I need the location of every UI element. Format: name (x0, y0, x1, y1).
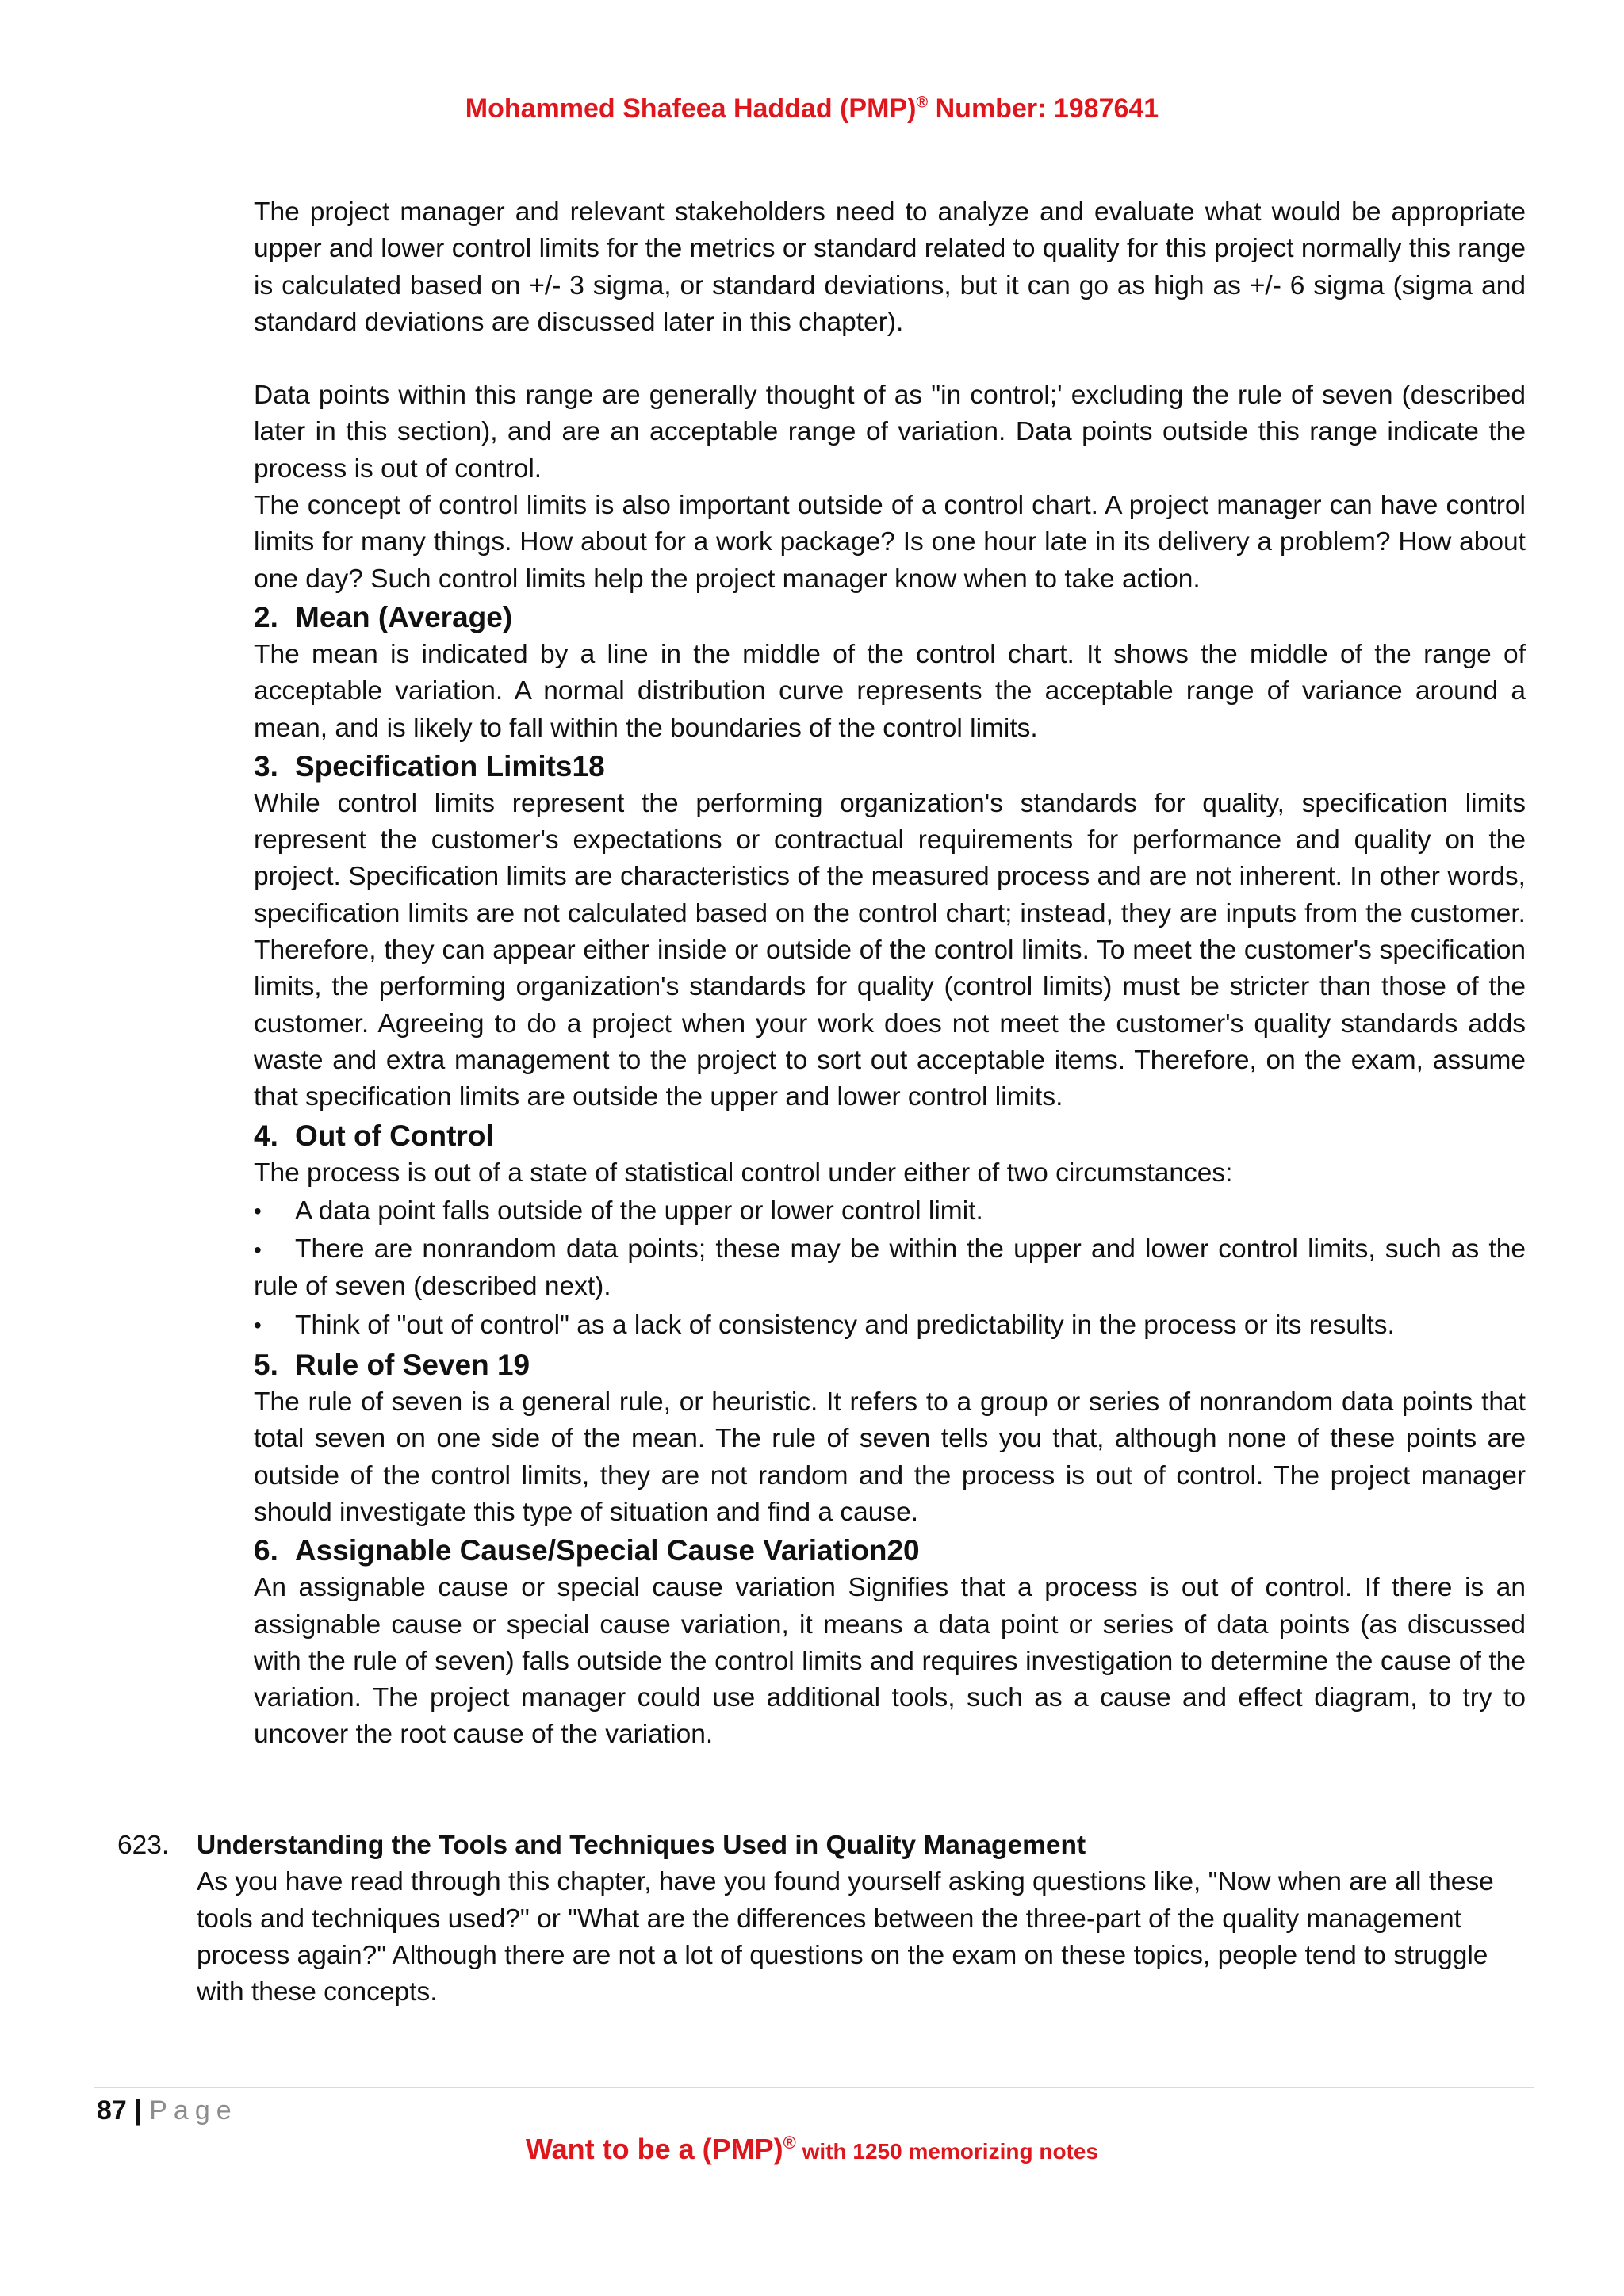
section-heading-mean (254, 598, 1526, 637)
bullet-icon: • (254, 1198, 262, 1223)
numbered-item-text: As you have read through this chapter, have you found yourself asking questions like, "Now when are all these tools and techniques used?" or "What are the differences between the three-part of the quality management process again?" Although there are not a lot of questions on the exam on these topics, people tend to struggle with these concepts. (197, 1867, 1494, 2007)
footer-small: with 1250 memorizing notes (795, 2139, 1099, 2164)
paragraph-control-limits: The project manager and relevant stakeholders need to analyze and evaluate what would be appropriate upper and lower control limits for the metrics or standard related to quality for this project normally this range is calculated based on +/- 3 sigma, or standard deviations, but it can go as high as +/- 6 sigma (sigma and standard deviations are discussed later in this chapter). (254, 197, 1526, 337)
numbered-item-623 (117, 1827, 1537, 2011)
bullet-icon: • (254, 1312, 262, 1337)
header-name: Mohammed Shafeea Haddad (PMP) (465, 94, 917, 124)
section-text-out-of-control: The process is out of a state of statistical control under either of two circumstances: (254, 1158, 1233, 1188)
paragraph-gap (254, 341, 1526, 377)
section-text-rule-of-seven: The rule of seven is a general rule, or heuristic. It refers to a group or series of nonrandom data points that total seven on one side of the mean. The rule of seven tells you that, although none of these points are outside of the control limits, they are not random and the process is out of control. The project manager should investigate this type of situation and find a cause. (254, 1387, 1526, 1527)
section-text-specification-limits: While control limits represent the performing organization's standards for quality, specification limits represent the customer's expectations or contractual requirements for performance and quality on the project. Specification limits are characteristics of the measured process and are not inherent. In other words, specification limits are not calculated based on the control chart; instead, they are inputs from the customer. Therefore, they can appear either inside or outside of the control limits. To meet the customer's specification limits, the performing organization's standards for quality (control limits) must be stricter than those of the customer. Agreeing to do a project when your work does not meet the customer's quality standards adds waste and extra management to the project to sort out acceptable items. Therefore, on the exam, assume that specification limits are outside the upper and lower control limits. (254, 788, 1526, 1112)
page-footer (0, 2133, 1624, 2166)
section-title: Rule of Seven 19 (295, 1349, 530, 1382)
numbered-item-label: 623. (117, 1831, 170, 1860)
section-heading-assignable-cause (254, 1531, 1526, 1570)
page-number (97, 2095, 238, 2126)
page-number-value: 87 (97, 2095, 127, 2126)
numbered-item-title: Understanding the Tools and Techniques Used in Quality Management (197, 1831, 1086, 1860)
header-number: Number: 1987641 (928, 94, 1159, 124)
section-title: Specification Limits18 (295, 749, 605, 783)
section-number: 4. (254, 1119, 278, 1152)
section-title: Out of Control (295, 1119, 494, 1152)
section-text-assignable-cause: An assignable cause or special cause variation Signifies that a process is out of control. If there is an assignable cause or special cause variation, it means a data point or series of data points (as discussed with the rule of seven) falls outside the control limits and requires investigation to determine the cause of the variation. The project manager could use additional tools, such as a cause and effect diagram, to try to uncover the root cause of the variation. (254, 1573, 1526, 1750)
bullet-icon: • (254, 1238, 262, 1263)
footer-divider (94, 2087, 1534, 2088)
section-title: Assignable Cause/Special Cause Variation20 (295, 1534, 920, 1567)
footer-main: Want to be a (PMP) (525, 2133, 783, 2165)
section-heading-specification-limits (254, 747, 1526, 786)
page-label: Page (149, 2095, 238, 2126)
section-text-mean: The mean is indicated by a line in the middle of the control chart. It shows the middle of the range of acceptable variation. A normal distribution curve represents the acceptable range of variance around a mean, and is likely to fall within the boundaries of the control limits. (254, 639, 1526, 743)
section-heading-rule-of-seven (254, 1345, 1526, 1384)
page-header (0, 94, 1624, 124)
numbered-item-body (197, 1827, 1537, 2011)
section-number: 5. (254, 1349, 278, 1382)
section-number: 2. (254, 600, 278, 633)
section-number: 3. (254, 749, 278, 783)
list-item-text: A data point falls outside of the upper or lower control limit. (295, 1196, 983, 1226)
paragraph-data-points: Data points within this range are generally thought of as "in control;' excluding the rule of seven (described later in this section), and are an acceptable range of variation. Data points outside this range indicate the process is out of control. (254, 381, 1526, 484)
footer-registered-mark: ® (783, 2133, 796, 2152)
list-item (254, 1231, 1526, 1306)
section-heading-out-of-control (254, 1116, 1526, 1155)
header-registered-mark: ® (916, 94, 929, 112)
page-separator: | (126, 2095, 150, 2126)
list-item-text: Think of "out of control" as a lack of consistency and predictability in the process or its results. (295, 1310, 1395, 1340)
paragraph-concept: The concept of control limits is also important outside of a control chart. A project manager can have control limits for many things. How about for a work package? Is one hour late in its delivery a problem? How about one day? Such control limits help the project manager know when to take action. (254, 491, 1526, 594)
section-number: 6. (254, 1534, 278, 1567)
list-item (254, 1307, 1526, 1344)
list-item (254, 1193, 1526, 1230)
list-item-text: There are nonrandom data points; these may be within the upper and lower control limits, such as the rule of seven (described next). (254, 1234, 1526, 1302)
main-content (254, 194, 1526, 1754)
section-title: Mean (Average) (295, 600, 513, 633)
